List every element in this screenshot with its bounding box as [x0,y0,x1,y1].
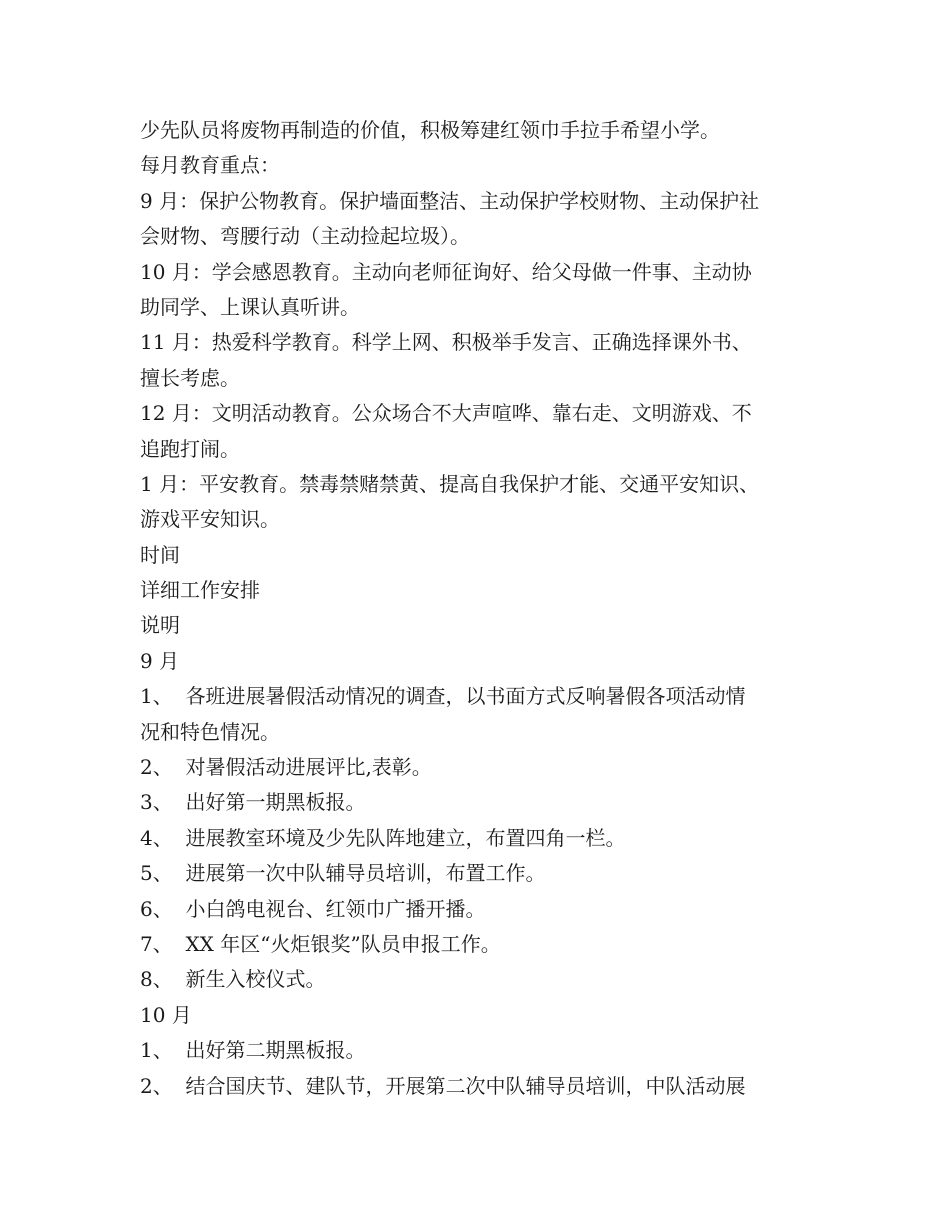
month-label: 10 月 [140,1002,192,1027]
list-item: 6、 小白鸽电视台、红领巾广播开播。 [140,896,486,921]
table-header-notes: 说明 [140,613,180,638]
list-item: 3、 出好第一期黑板报。 [140,790,366,815]
list-item: 8、 新生入校仪式。 [140,967,326,992]
list-item: 2、 结合国庆节、建队节，开展第二次中队辅导员培训，中队活动展 [140,1073,746,1098]
text-line: 游戏平安知识。 [140,507,280,532]
text-line: 少先队员将废物再制造的价值，积极筹建红领巾手拉手希望小学。 [140,118,720,142]
section-heading: 每月教育重点： [140,153,280,178]
list-item: 1、 出好第二期黑板报。 [140,1038,366,1063]
month-label: 9 月 [140,648,180,673]
text-line: 1 月：平安教育。禁毒禁赌禁黄、提高自我保护才能、交通平安知识、 [140,471,760,496]
document-body [140,113,815,1104]
text-line: 擅长考虑。 [140,365,240,390]
table-header-arrangement: 详细工作安排 [140,578,260,603]
text-line: 9 月：保护公物教育。保护墙面整洁、主动保护学校财物、主动保护社 [140,188,760,213]
text-line: 追跑打闹。 [140,436,240,461]
text-line: 会财物、弯腰行动（主动捡起垃圾）。 [140,224,470,249]
list-item: 1、 各班进展暑假活动情况的调查，以书面方式反响暑假各项活动情 [140,684,746,709]
list-item: 况和特色情况。 [140,719,280,744]
list-item: 2、 对暑假活动进展评比,表彰。 [140,755,432,780]
list-item: 4、 进展教室环境及少先队阵地建立，布置四角一栏。 [140,825,626,850]
list-item: 7、 XX 年区“火炬银奖”队员申报工作。 [140,931,501,956]
table-header-time: 时间 [140,542,180,567]
text-line: 12 月：文明活动教育。公众场合不大声喧哗、靠右走、文明游戏、不 [140,401,752,426]
text-line: 10 月：学会感恩教育。主动向老师征询好、给父母做一件事、主动协 [140,259,752,284]
text-line: 助同学、上课认真听讲。 [140,294,360,319]
text-line: 11 月：热爱科学教育。科学上网、积极举手发言、正确选择课外书、 [140,330,752,355]
list-item: 5、 进展第一次中队辅导员培训，布置工作。 [140,861,546,886]
